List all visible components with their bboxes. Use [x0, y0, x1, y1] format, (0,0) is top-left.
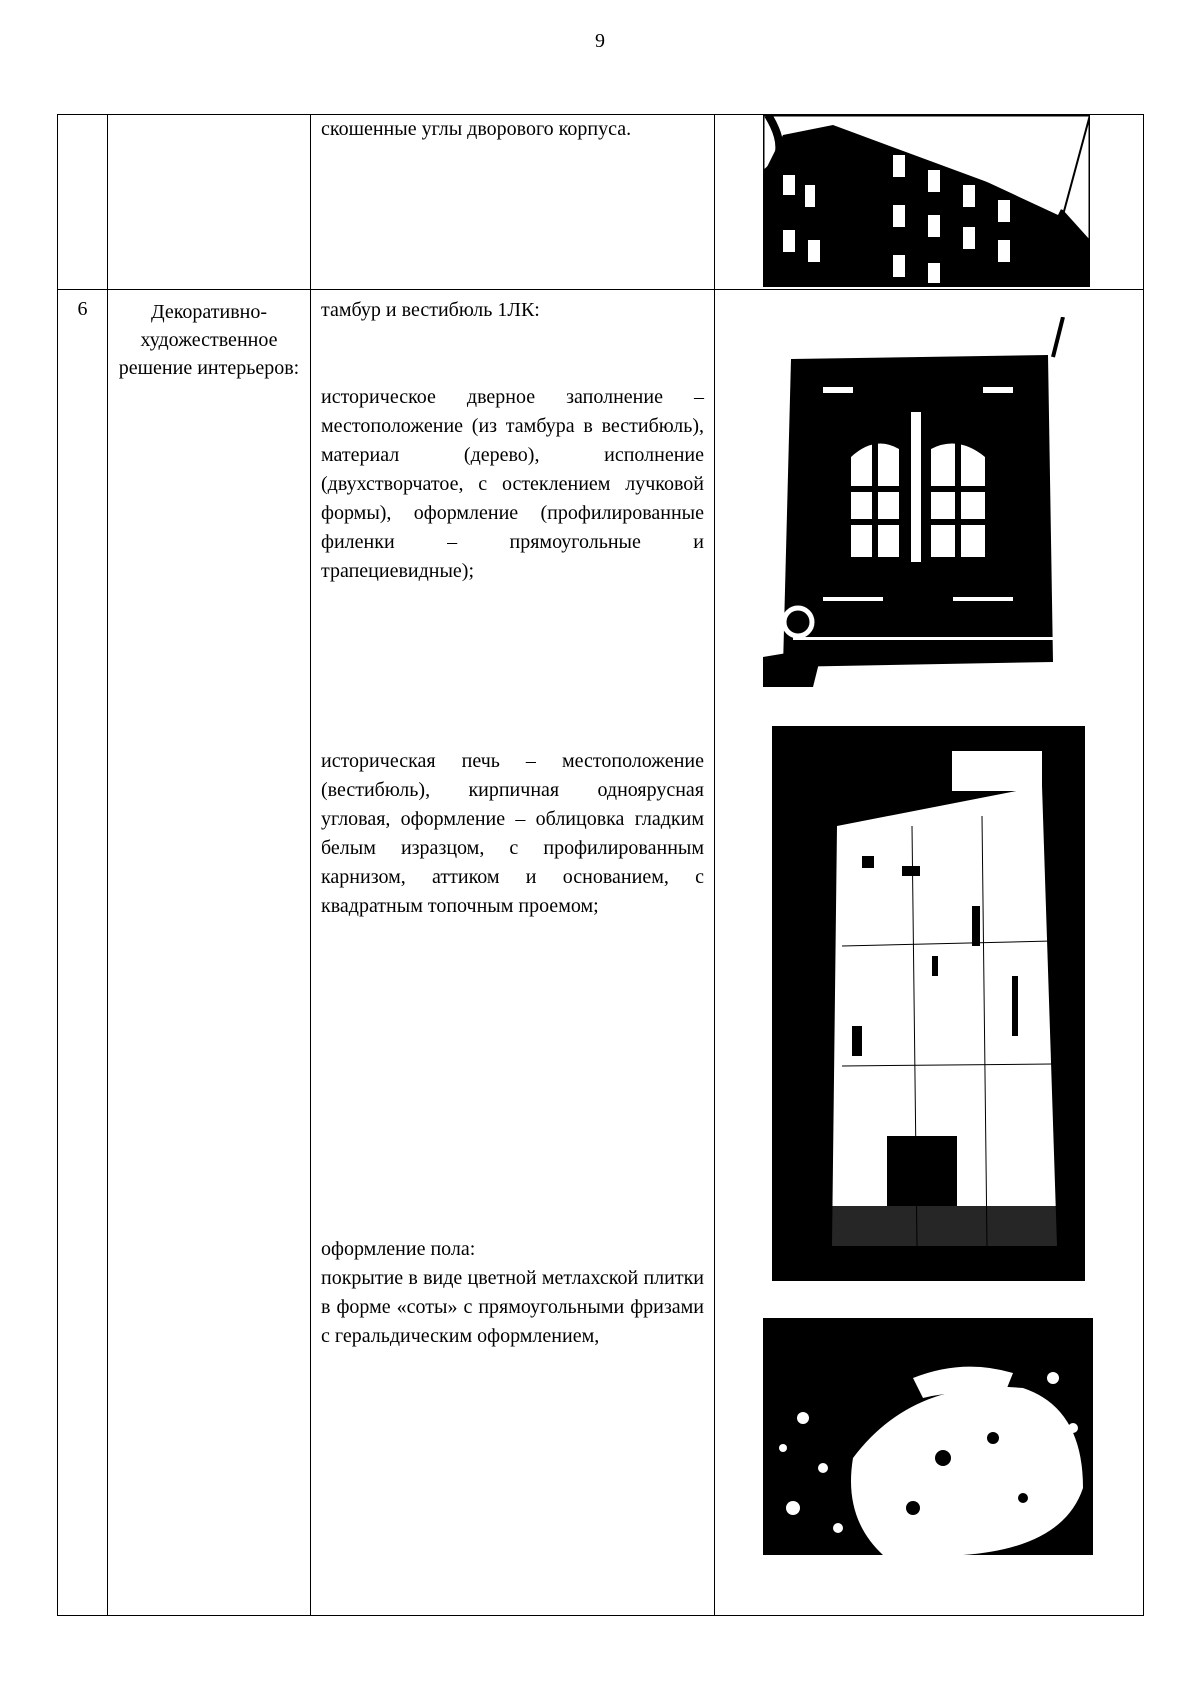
description-paragraph: историческая печь – местоположение (вестибюль), кирпичная одноярусная угловая, оформление – облицовка гладким белым изразцом, с профилированным карнизом, аттиком и основанием, с квадратным топочным проемом;: [321, 750, 704, 917]
historic-door-photo: [763, 317, 1091, 687]
document-table: [57, 114, 1144, 1616]
description-paragraph: тамбур и вестибюль 1ЛК:: [321, 299, 540, 321]
description-paragraph: скошенные углы дворового корпуса.: [321, 118, 632, 140]
description-paragraph: оформление пола:: [321, 1238, 476, 1260]
row-description: [311, 290, 715, 1616]
description-paragraph: историческое дверное заполнение – местоположение (из тамбура в вестибюль), материал (дерево), исполнение (двухстворчатое, с остеклением лучковой формы), оформление (профилированные филенки – прямоугольные и трапециевидные);: [321, 386, 704, 582]
historic-stove-photo: [772, 726, 1085, 1281]
building-facade-photo: [763, 115, 1090, 287]
row-index: [58, 115, 108, 290]
row-photos: [715, 115, 1144, 290]
row-description: [311, 115, 715, 290]
row-section: Декоративно-художественное решение интерьеров:: [108, 290, 311, 1616]
row-index: 6: [58, 290, 108, 1616]
row-section: [108, 115, 311, 290]
page-number: 9: [595, 30, 605, 52]
metlakh-tile-floor-photo: [763, 1318, 1093, 1555]
description-paragraph: покрытие в виде цветной метлахской плитки в форме «соты» с прямоугольными фризами с геральдическим оформлением,: [321, 1267, 704, 1347]
row-photos: [715, 290, 1144, 1616]
table-row: [58, 290, 1144, 1616]
table-row: [58, 115, 1144, 290]
